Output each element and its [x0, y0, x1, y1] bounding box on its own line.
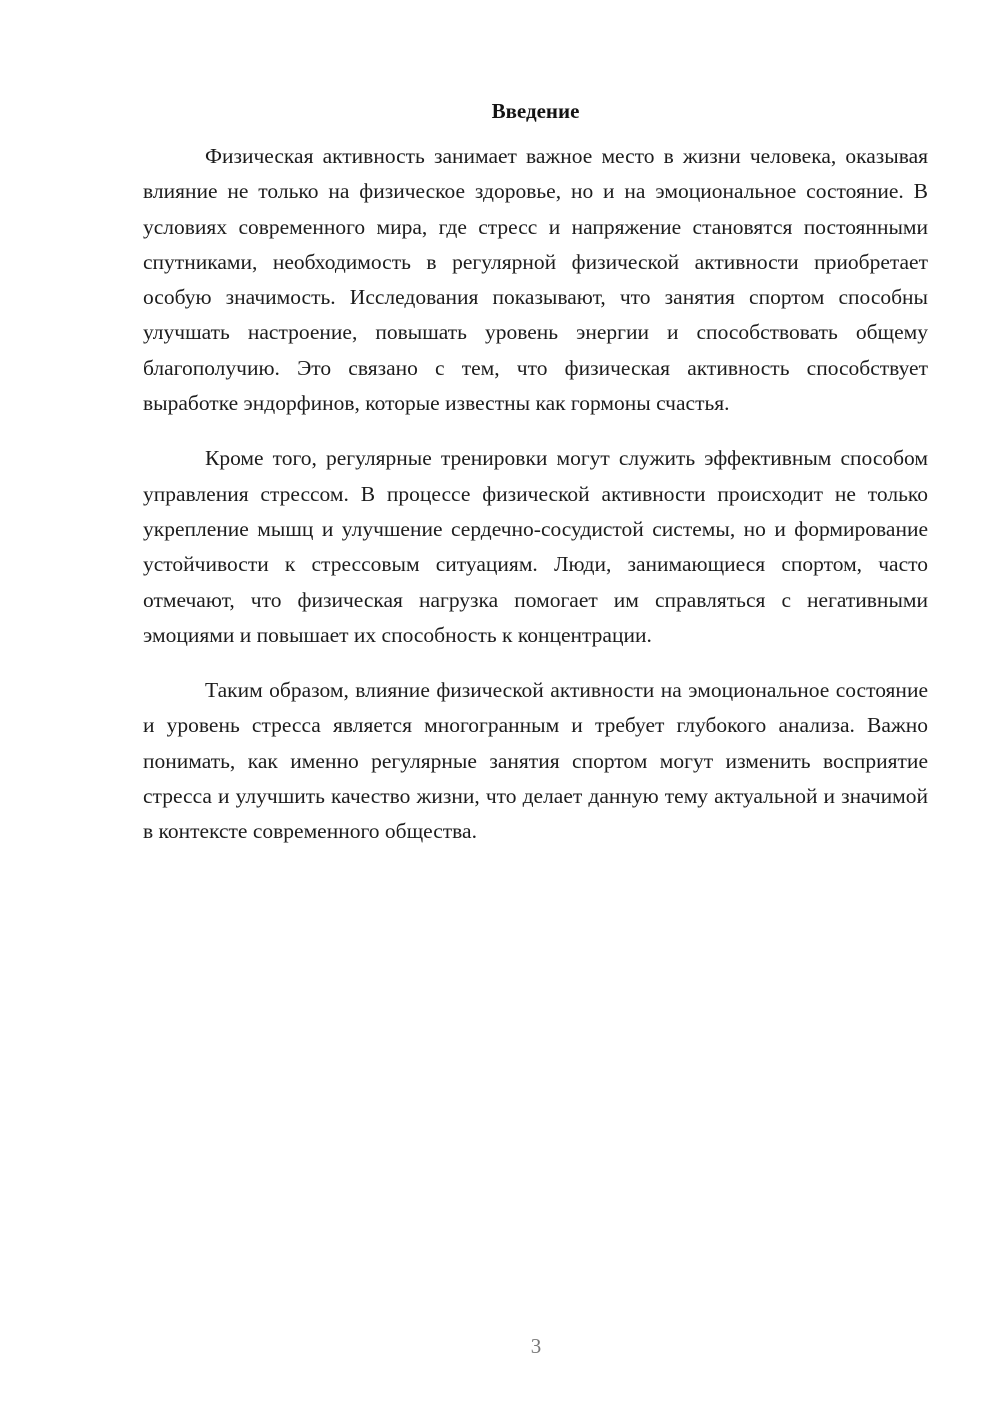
paragraph-1: Физическая активность занимает важное место в жизни человека, оказывая влияние не только на физическое здоровье, но и на эмоциональное состояние. В условиях современного мира, где стресс и напряжение становятся постоянными спутниками, необходимость в регулярной физической активности приобретает особую значимость. Исследования показывают, что занятия спортом способны улучшать настроение, повышать уровень энергии и способствовать общему благополучию. Это связано с тем, что физическая активность способствует выработке эндорфинов, которые известны как гормоны счастья.: [143, 144, 928, 416]
page-number: 3: [530, 1334, 542, 1358]
page-body: [143, 97, 928, 850]
section-title: Введение: [491, 99, 580, 123]
paragraph-3: Таким образом, влияние физической активности на эмоциональное состояние и уровень стресса является многогранным и требует глубокого анализа. Важно понимать, как именно регулярные занятия спортом могут изменить восприятие стресса и улучшить качество жизни, что делает данную тему актуальной и значимой в контексте современного общества.: [143, 678, 928, 844]
paragraph-2: Кроме того, регулярные тренировки могут служить эффективным способом управления стрессом. В процессе физической активности происходит не только укрепление мышц и улучшение сердечно-сосудистой системы, но и формирование устойчивости к стрессовым ситуациям. Люди, занимающиеся спортом, часто отмечают, что физическая нагрузка помогает им справляться с негативными эмоциями и повышает их способность к концентрации.: [143, 446, 928, 647]
